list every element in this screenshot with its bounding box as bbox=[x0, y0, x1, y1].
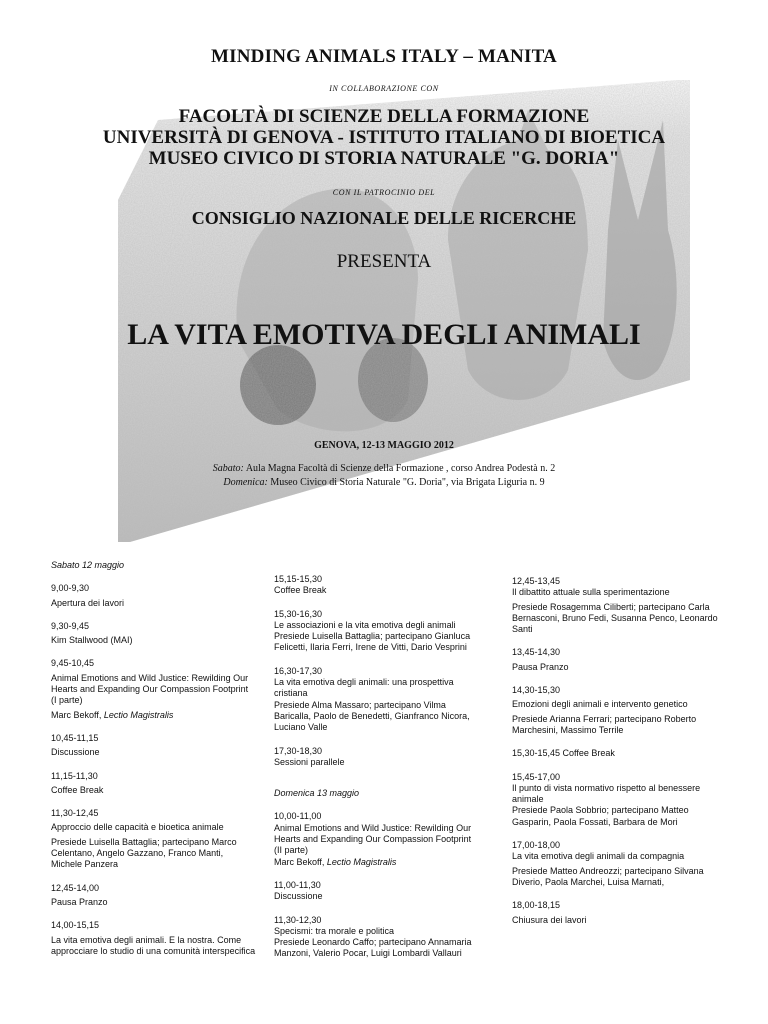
item-time: 11,30-12,45 bbox=[51, 808, 99, 819]
presents-label: PRESENTA bbox=[336, 251, 432, 272]
item-text: Pausa Pranzo bbox=[51, 896, 108, 907]
program-item bbox=[51, 658, 256, 720]
item-time: 9,30-9,45 bbox=[51, 620, 90, 631]
program-item bbox=[51, 920, 256, 957]
item-time: 12,45-13,45 bbox=[512, 576, 561, 586]
item-time: 9,45-10,45 bbox=[51, 658, 95, 669]
speaker-name: Marc Bekoff, bbox=[274, 856, 327, 867]
item-text: Kim Stallwood (MAI) bbox=[51, 635, 133, 646]
item-text: Coffee Break bbox=[274, 585, 327, 596]
institution-line-1: FACOLTÀ DI SCIENZE DELLA FORMAZIONE bbox=[178, 106, 590, 127]
item-time: 15,45-17,00 bbox=[512, 771, 561, 782]
program-item bbox=[274, 880, 479, 903]
program-item bbox=[274, 746, 479, 769]
day-heading: Sabato 12 maggio bbox=[51, 560, 125, 570]
item-time: 11,30-12,30 bbox=[274, 914, 322, 925]
institution-line-3: MUSEO CIVICO DI STORIA NATURALE "G. DORIA" bbox=[148, 148, 620, 169]
program-item bbox=[51, 583, 256, 609]
program-item bbox=[274, 915, 479, 960]
item-speaker: Presiede Arianna Ferrari; partecipano Roberto Marchesini, Massimo Terrile bbox=[512, 713, 697, 735]
program-item bbox=[274, 574, 479, 597]
item-time: 15,30-16,30 bbox=[274, 608, 323, 619]
item-speaker: Presiede Luisella Battaglia; partecipano Gianluca Felicetti, Ilaria Ferri, Irene de Vitti, Dario Vesprini bbox=[274, 631, 471, 653]
organization-title: MINDING ANIMALS ITALY – MANITA bbox=[211, 46, 557, 67]
item-text: Il punto di vista normativo rispetto al benessere animale bbox=[512, 782, 701, 805]
item-time: 11,00-11,30 bbox=[274, 879, 321, 890]
item-text: Animal Emotions and Wild Justice: Rewilding Our Hearts and Expanding Our Compassion Footprint (II parte) bbox=[274, 822, 472, 856]
item-text: Discussione bbox=[51, 747, 100, 758]
patron-name: CONSIGLIO NAZIONALE DELLE RICERCHE bbox=[191, 208, 577, 228]
program-column-2 bbox=[274, 574, 479, 972]
program-item bbox=[51, 733, 256, 759]
item-time: 11,15-11,30 bbox=[51, 770, 98, 781]
item-text: Emozioni degli animali e intervento genetico bbox=[512, 699, 688, 710]
item-time: 17,00-18,00 bbox=[512, 840, 561, 851]
item-speaker bbox=[274, 857, 479, 868]
day-heading: Domenica 13 maggio bbox=[274, 788, 360, 799]
speaker-name: Marc Bekoff, bbox=[51, 709, 104, 720]
item-text: Discussione bbox=[274, 891, 323, 902]
event-title: LA VITA EMOTIVA DEGLI ANIMALI bbox=[127, 318, 641, 351]
item-text: Approccio delle capacità e bioetica animale bbox=[51, 822, 224, 833]
patronage-label: CON IL PATROCINIO DEL bbox=[332, 188, 436, 197]
program-item bbox=[512, 900, 722, 926]
program-item bbox=[51, 621, 256, 647]
item-time: 12,45-14,00 bbox=[51, 882, 100, 893]
item-text: La vita emotiva degli animali da compagnia bbox=[512, 851, 685, 862]
item-time: 16,30-17,30 bbox=[274, 665, 323, 676]
item-time: 14,00-15,15 bbox=[51, 920, 100, 931]
program-item bbox=[51, 808, 256, 870]
speaker-role: Lectio Magistralis bbox=[103, 709, 174, 720]
item-speaker: Presiede Paola Sobbrio; partecipano Matteo Gasparin, Paola Fossati, Barbara de Mori bbox=[512, 805, 689, 827]
item-speaker: Presiede Rosagemma Ciliberti; partecipano Carla Bernasconi, Bruno Fedi, Susanna Penco, Leonardo Santi bbox=[512, 601, 718, 635]
event-date: GENOVA, 12-13 MAGGIO 2012 bbox=[314, 440, 454, 451]
item-time: 9,00-9,30 bbox=[51, 583, 90, 594]
item-text: Animal Emotions and Wild Justice: Rewilding Our Hearts and Expanding Our Compassion Footprint (I parte) bbox=[51, 672, 249, 706]
program-item bbox=[512, 647, 722, 673]
program-item bbox=[51, 883, 256, 909]
item-speaker: Presiede Alma Massaro; partecipano Vilma Baricalla, Paolo de Benedetti, Gianfranco Nicora, Luciano Valle bbox=[274, 699, 470, 733]
program-item bbox=[274, 811, 479, 867]
item-text: La vita emotiva degli animali: una prospettiva cristiana bbox=[274, 677, 454, 699]
collaboration-label: IN COLLABORAZIONE CON bbox=[329, 84, 439, 93]
item-time: 14,30-15,30 bbox=[512, 685, 561, 696]
item-text: Le associazioni e la vita emotiva degli animali bbox=[274, 619, 456, 630]
program-item bbox=[512, 576, 722, 635]
item-time: 15,15-15,30 bbox=[274, 574, 323, 584]
institution-line-2: UNIVERSITÀ DI GENOVA - ISTITUTO ITALIANO DI BIOETICA bbox=[102, 127, 666, 148]
venue-place: Museo Civico di Storia Naturale "G. Doria", via Brigata Liguria n. 9 bbox=[267, 477, 545, 488]
item-text: Chiusura dei lavori bbox=[512, 914, 587, 925]
venue-place: Aula Magna Facoltà di Scienze della Formazione , corso Andrea Podestà n. 2 bbox=[243, 463, 556, 474]
item-speaker: Presiede Luisella Battaglia; partecipano Marco Celentano, Angelo Gazzano, Franco Manti, Michele Panzera bbox=[51, 836, 237, 870]
item-time: 10,45-11,15 bbox=[51, 732, 99, 743]
item-time: 13,45-14,30 bbox=[512, 647, 561, 658]
item-speaker: Presiede Leonardo Caffo; partecipano Annamaria Manzoni, Valerio Pocar, Luigi Lombardi Vallauri bbox=[274, 937, 472, 959]
venue-sunday bbox=[0, 477, 768, 488]
program-item bbox=[274, 666, 479, 734]
item-text: Pausa Pranzo bbox=[512, 661, 569, 672]
program-column-3 bbox=[512, 576, 722, 938]
program-item bbox=[512, 748, 722, 759]
item-time: 10,00-11,00 bbox=[274, 811, 322, 822]
speaker-role: Lectio Magistralis bbox=[326, 856, 397, 867]
item-text: Il dibattito attuale sulla sperimentazione bbox=[512, 587, 670, 598]
program-column-1 bbox=[51, 560, 256, 969]
program-item bbox=[51, 771, 256, 797]
item-text: Specismi: tra morale e politica bbox=[274, 925, 395, 936]
item-time: 15,30-15,45 Coffee Break bbox=[512, 748, 615, 759]
item-speaker: Presiede Matteo Andreozzi; partecipano Silvana Diverio, Paola Marchei, Luisa Marnati, bbox=[512, 865, 704, 887]
program-item bbox=[512, 772, 722, 828]
item-text: Sessioni parallele bbox=[274, 756, 345, 767]
program-item bbox=[512, 840, 722, 888]
item-time: 17,30-18,30 bbox=[274, 745, 323, 756]
program-item bbox=[512, 685, 722, 736]
item-text: La vita emotiva degli animali. E la nostra. Come approcciare lo studio di una comunità interspecifica bbox=[51, 934, 256, 956]
venue-saturday bbox=[0, 463, 768, 474]
venue-day-label: Domenica: bbox=[223, 477, 268, 488]
item-text: Apertura dei lavori bbox=[51, 597, 125, 608]
program-item bbox=[274, 609, 479, 654]
item-speaker bbox=[51, 710, 256, 721]
venue-day-label: Sabato: bbox=[212, 463, 244, 474]
item-time: 18,00-18,15 bbox=[512, 900, 561, 911]
item-text: Coffee Break bbox=[51, 784, 104, 795]
